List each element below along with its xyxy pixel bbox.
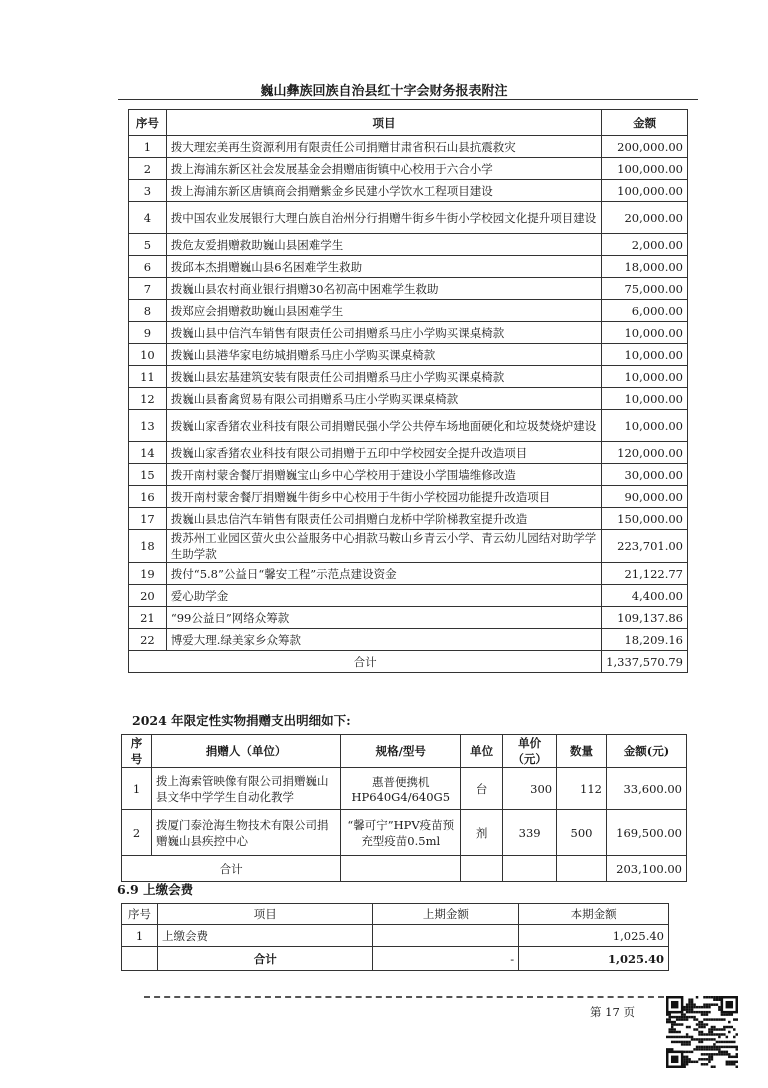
section-title-dues: 6.9 上缴会费 <box>117 882 194 897</box>
cell-no: 21 <box>129 607 167 629</box>
cell-no: 1 <box>122 925 158 947</box>
cell-no: 13 <box>129 410 167 442</box>
table-row <box>122 810 687 856</box>
header-divider <box>118 99 698 100</box>
cell-item: 拨巍山县畜禽贸易有限公司捐赠系马庄小学购买课桌椅款 <box>166 388 601 410</box>
col-header-no: 序号 <box>122 904 158 925</box>
cell-amount: 109,137.86 <box>602 607 688 629</box>
empty-cell <box>341 856 461 882</box>
table-total-row <box>122 947 669 971</box>
table-row <box>129 410 688 442</box>
cell-item: 拨巍山县忠信汽车销售有限责任公司捐赠白龙桥中学阶梯教室提升改造 <box>166 508 601 530</box>
cell-item: 爱心助学金 <box>166 585 601 607</box>
cell-item: 拨巍山家香猪农业科技有限公司捐赠民强小学公共停车场地面硬化和垃圾焚烧炉建设 <box>166 410 601 442</box>
col-header-spec: 规格/型号 <box>341 735 461 768</box>
page-number: 第 17 页 <box>590 1005 635 1019</box>
table-row <box>129 158 688 180</box>
cell-amount: 100,000.00 <box>602 158 688 180</box>
table-row <box>129 366 688 388</box>
cell-curr: 1,025.40 <box>519 925 669 947</box>
cell-amount: 150,000.00 <box>602 508 688 530</box>
cell-no: 1 <box>122 768 152 810</box>
section-title-inkind: 2024 年限定性实物捐赠支出明细如下: <box>132 713 351 728</box>
table-row <box>129 234 688 256</box>
cell-no: 16 <box>129 486 167 508</box>
table-row <box>129 464 688 486</box>
col-header-no: 序号 <box>122 735 152 768</box>
cell-no: 8 <box>129 300 167 322</box>
cell-unit: 剂 <box>461 810 503 856</box>
cell-no: 19 <box>129 563 167 585</box>
total-prev: - <box>373 947 519 971</box>
dues-table <box>121 903 669 971</box>
table-header-row <box>129 110 688 136</box>
cell-no: 12 <box>129 388 167 410</box>
table-row <box>129 563 688 585</box>
table-total-row <box>122 856 687 882</box>
table-header-row <box>122 735 687 768</box>
cell-no: 3 <box>129 180 167 202</box>
cell-amount: 100,000.00 <box>602 180 688 202</box>
table-row <box>129 278 688 300</box>
cell-no: 15 <box>129 464 167 486</box>
table-row <box>129 607 688 629</box>
cell-amount: 2,000.00 <box>602 234 688 256</box>
col-header-amount: 金额 <box>602 110 688 136</box>
table-total-row <box>129 651 688 673</box>
cell-item: “99公益日”网络众筹款 <box>166 607 601 629</box>
table-row <box>122 925 669 947</box>
cell-donor: 拨厦门泰沧海生物技术有限公司捐赠巍山县疾控中心 <box>151 810 340 856</box>
cell-item: 拨中国农业发展银行大理白族自治州分行捐赠牛街乡牛街小学校园文化提升项目建设 <box>166 202 601 234</box>
cell-item: 拨邱本杰捐赠巍山县6名困难学生救助 <box>166 256 601 278</box>
cell-spec: “馨可宁”HPV疫苗预充型疫苗0.5ml <box>341 810 461 856</box>
col-header-amount: 金额(元) <box>606 735 686 768</box>
table-row <box>122 768 687 810</box>
cell-no: 14 <box>129 442 167 464</box>
cell-qty: 500 <box>557 810 607 856</box>
col-header-qty: 数量 <box>557 735 607 768</box>
cell-amount: 20,000.00 <box>602 202 688 234</box>
donation-expense-table <box>128 109 688 673</box>
cell-item: 拨巍山县农村商业银行捐赠30名初高中困难学生救助 <box>166 278 601 300</box>
col-header-no: 序号 <box>129 110 167 136</box>
cell-item: 拨郑应会捐赠救助巍山县困难学生 <box>166 300 601 322</box>
cell-amount: 18,000.00 <box>602 256 688 278</box>
cell-amount: 10,000.00 <box>602 410 688 442</box>
table-row <box>129 202 688 234</box>
qr-code <box>666 996 738 1068</box>
cell-item: 拨上海浦东新区唐镇商会捐赠紫金乡民建小学饮水工程项目建设 <box>166 180 601 202</box>
table-row <box>129 629 688 651</box>
cell-spec: 惠普便携机 HP640G4/640G5 <box>341 768 461 810</box>
cell-item: 拨开南村蒙舍餐厅捐赠巍牛街乡中心校用于牛街小学校园功能提升改造项目 <box>166 486 601 508</box>
cell-item: 拨巍山县中信汽车销售有限责任公司捐赠系马庄小学购买课桌椅款 <box>166 322 601 344</box>
total-label: 合计 <box>157 947 373 971</box>
cell-amount: 223,701.00 <box>602 530 688 563</box>
total-amount: 203,100.00 <box>606 856 686 882</box>
cell-amount: 30,000.00 <box>602 464 688 486</box>
cell-no: 18 <box>129 530 167 563</box>
cell-amount: 90,000.00 <box>602 486 688 508</box>
table-row <box>129 256 688 278</box>
table-row <box>129 344 688 366</box>
cell-no: 22 <box>129 629 167 651</box>
cell-item: 拨巍山家香猪农业科技有限公司捐赠于五印中学校园安全提升改造项目 <box>166 442 601 464</box>
col-header-unit: 单位 <box>461 735 503 768</box>
table-row <box>129 585 688 607</box>
table-row <box>129 136 688 158</box>
cell-item: 拨开南村蒙舍餐厅捐赠巍宝山乡中心学校用于建设小学围墙维修改造 <box>166 464 601 486</box>
cell-item: 拨大理宏美再生资源利用有限责任公司捐赠甘肃省积石山县抗震救灾 <box>166 136 601 158</box>
cell-amount: 10,000.00 <box>602 344 688 366</box>
cell-no: 10 <box>129 344 167 366</box>
cell-item: 拨危友爱捐赠救助巍山县困难学生 <box>166 234 601 256</box>
cell-amount: 120,000.00 <box>602 442 688 464</box>
cell-price: 339 <box>503 810 557 856</box>
total-label: 合计 <box>129 651 602 673</box>
cell-no: 4 <box>129 202 167 234</box>
cell-no: 7 <box>129 278 167 300</box>
col-header-item: 项目 <box>166 110 601 136</box>
cell-unit: 台 <box>461 768 503 810</box>
cell-no: 20 <box>129 585 167 607</box>
col-header-price: 单价（元） <box>503 735 557 768</box>
cell-price: 300 <box>503 768 557 810</box>
cell-no: 11 <box>129 366 167 388</box>
empty-cell <box>557 856 607 882</box>
col-header-donor: 捐赠人（单位） <box>151 735 340 768</box>
cell-item: 拨上海浦东新区社会发展基金会捐赠庙街镇中心校用于六合小学 <box>166 158 601 180</box>
cell-amount: 18,209.16 <box>602 629 688 651</box>
cell-item: 拨巍山县宏基建筑安装有限责任公司捐赠系马庄小学购买课桌椅款 <box>166 366 601 388</box>
table-row <box>129 388 688 410</box>
cell-item: 博爱大理.绿美家乡众筹款 <box>166 629 601 651</box>
empty-cell <box>461 856 503 882</box>
cell-amount: 75,000.00 <box>602 278 688 300</box>
cell-item: 拨巍山县港华家电纺城捐赠系马庄小学购买课桌椅款 <box>166 344 601 366</box>
cell-item: 拨付“5.8”公益日“馨安工程”示范点建设资金 <box>166 563 601 585</box>
cell-amount: 169,500.00 <box>606 810 686 856</box>
cell-no: 2 <box>122 810 152 856</box>
table-header-row <box>122 904 669 925</box>
cell-no: 2 <box>129 158 167 180</box>
table-row <box>129 486 688 508</box>
cell-amount: 10,000.00 <box>602 388 688 410</box>
total-label: 合计 <box>122 856 341 882</box>
cell-amount: 4,400.00 <box>602 585 688 607</box>
total-curr: 1,025.40 <box>519 947 669 971</box>
cell-no: 9 <box>129 322 167 344</box>
table-row <box>129 180 688 202</box>
col-header-curr: 本期金额 <box>519 904 669 925</box>
cell-no: 17 <box>129 508 167 530</box>
cell-amount: 10,000.00 <box>602 366 688 388</box>
col-header-prev: 上期金额 <box>373 904 519 925</box>
cell-item: 拨苏州工业园区萤火虫公益服务中心捐款马鞍山乡青云小学、青云幼儿园结对助学学生助学款 <box>166 530 601 563</box>
cell-amount: 21,122.77 <box>602 563 688 585</box>
table-row <box>129 530 688 563</box>
inkind-donation-table <box>121 734 687 882</box>
table-row <box>129 322 688 344</box>
cell-qty: 112 <box>557 768 607 810</box>
cell-amount: 10,000.00 <box>602 322 688 344</box>
cell-amount: 33,600.00 <box>606 768 686 810</box>
cell-item: 上缴会费 <box>157 925 373 947</box>
empty-cell <box>122 947 158 971</box>
total-amount: 1,337,570.79 <box>602 651 688 673</box>
cell-no: 5 <box>129 234 167 256</box>
table-row <box>129 442 688 464</box>
footer-divider <box>144 996 664 998</box>
report-header: 巍山彝族回族自治县红十字会财务报表附注 <box>260 84 508 99</box>
cell-donor: 拨上海索管映像有限公司捐赠巍山县文华中学学生自动化教学 <box>151 768 340 810</box>
cell-no: 6 <box>129 256 167 278</box>
table-row <box>129 300 688 322</box>
cell-amount: 6,000.00 <box>602 300 688 322</box>
empty-cell <box>503 856 557 882</box>
cell-no: 1 <box>129 136 167 158</box>
cell-prev <box>373 925 519 947</box>
col-header-item: 项目 <box>157 904 373 925</box>
table-row <box>129 508 688 530</box>
cell-amount: 200,000.00 <box>602 136 688 158</box>
